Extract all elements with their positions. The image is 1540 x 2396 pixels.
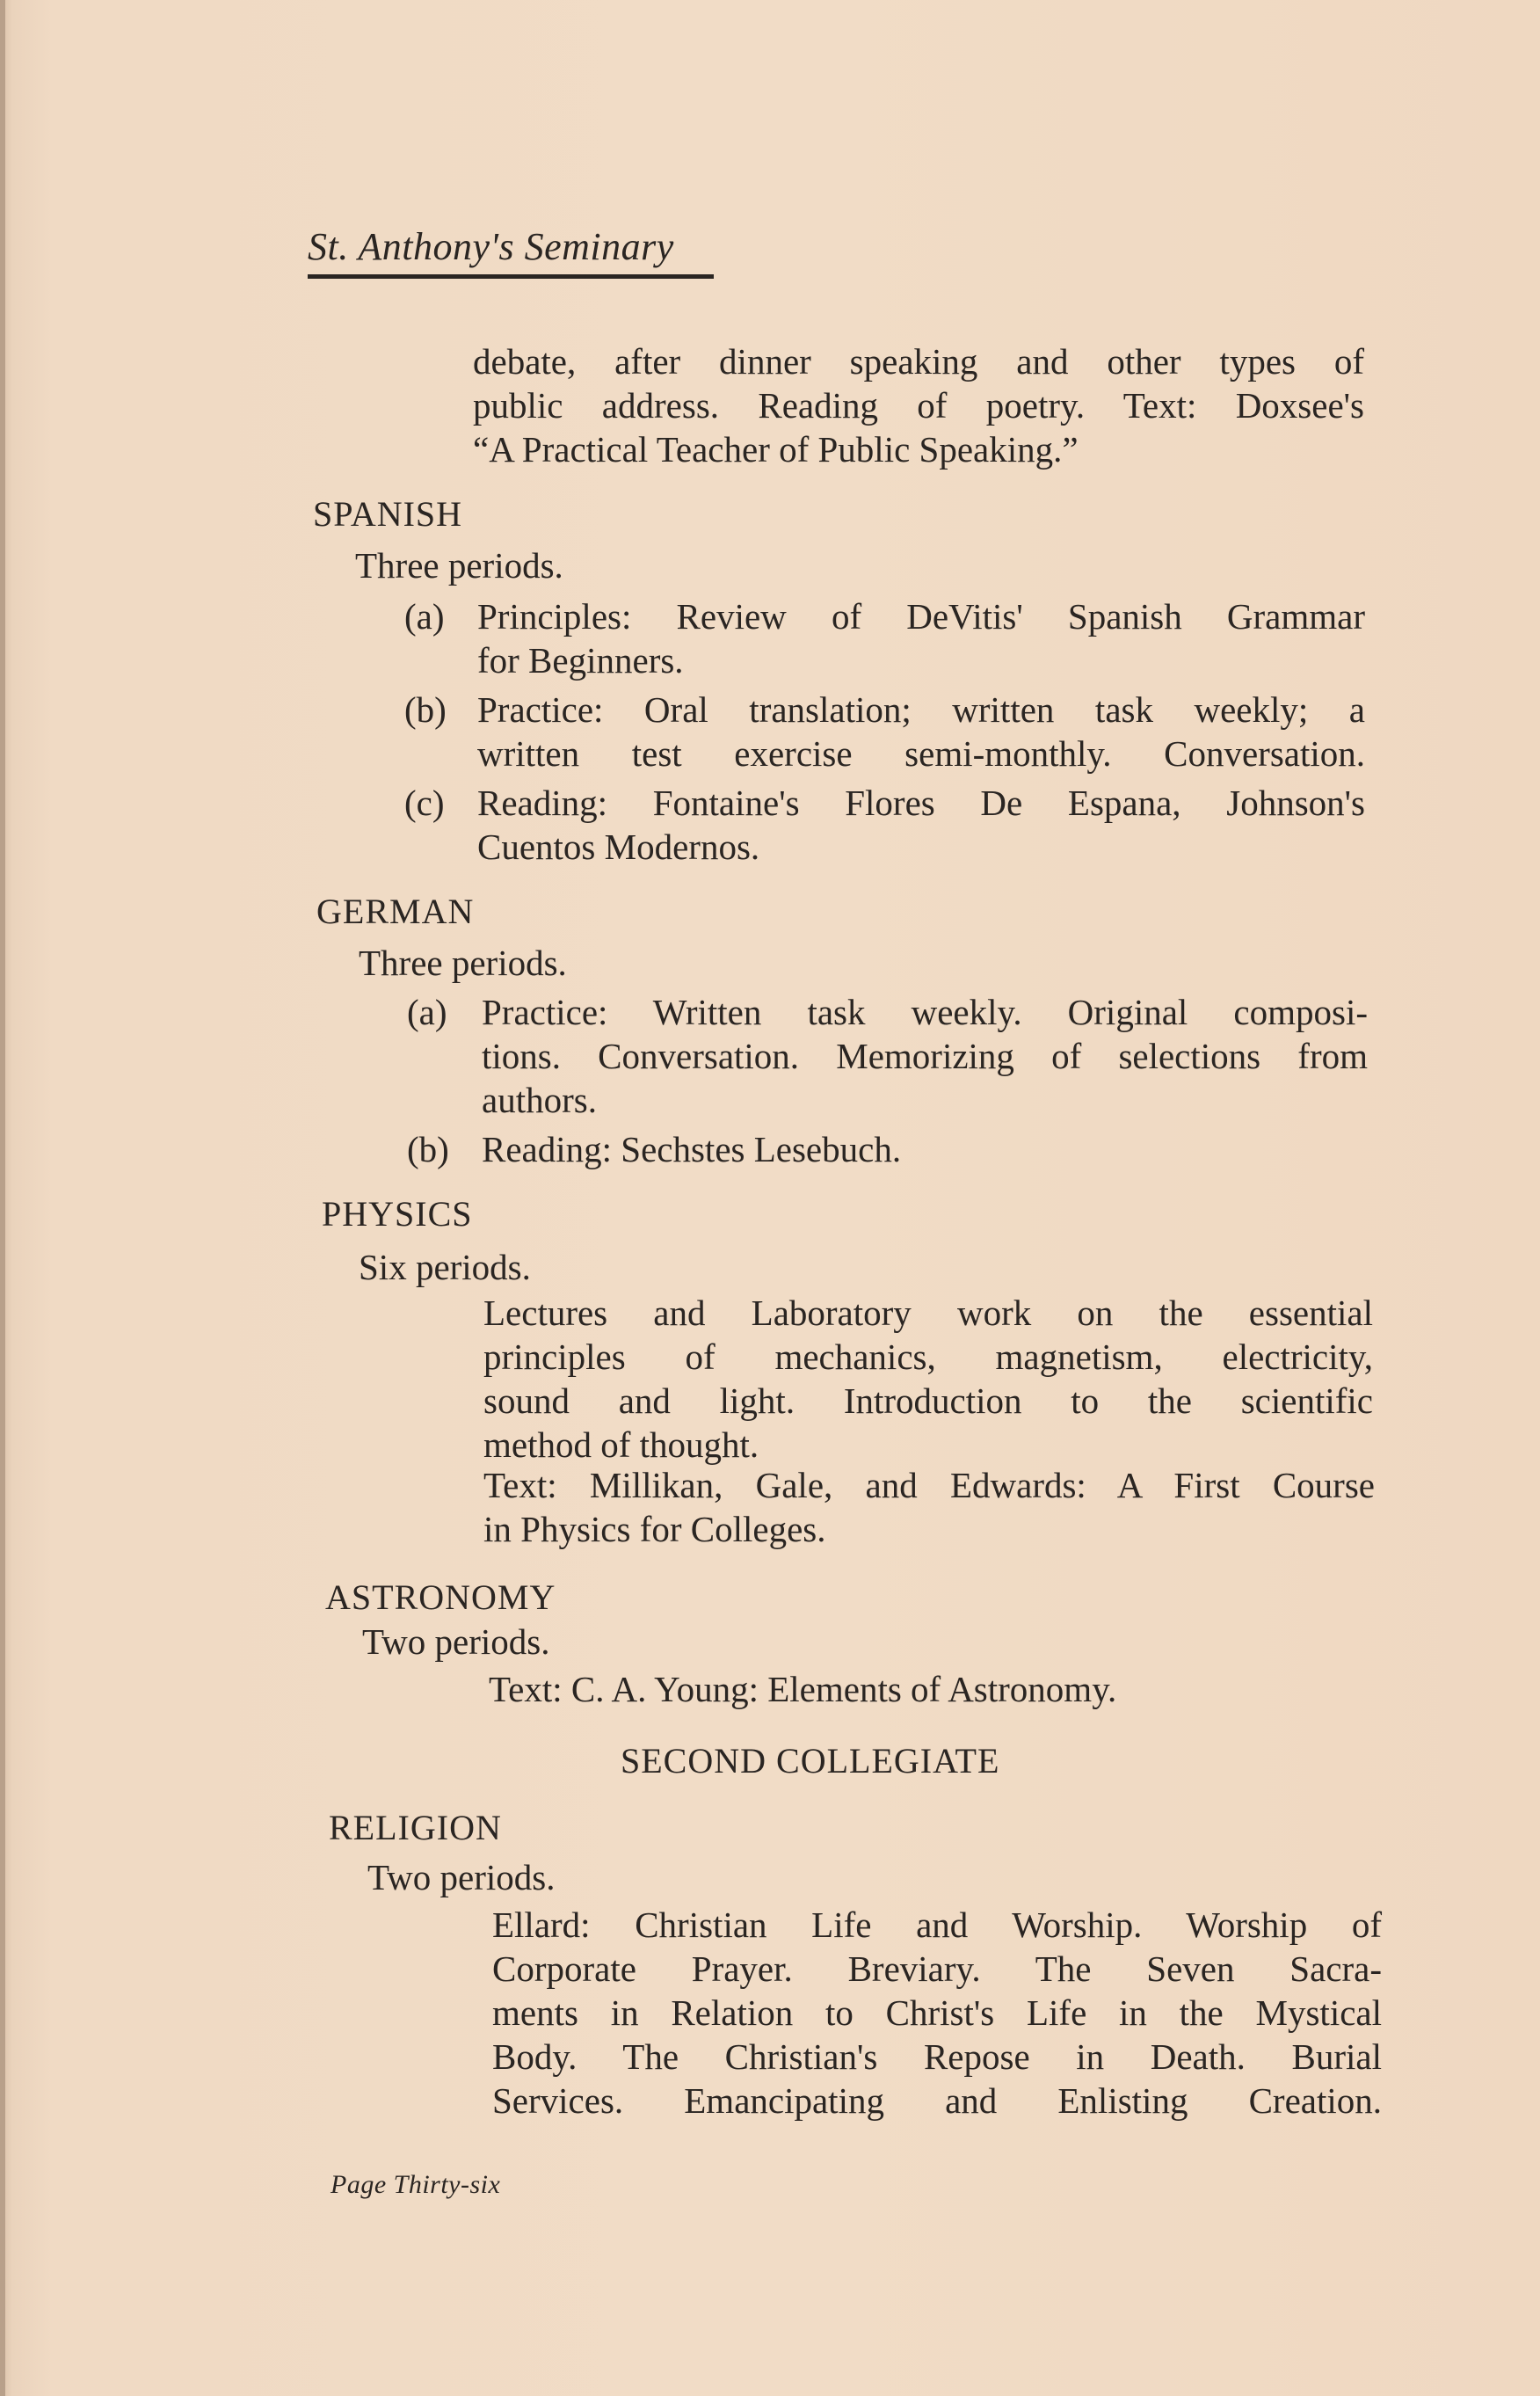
astronomy-periods: Two periods. xyxy=(362,1621,550,1662)
religion-body-line-1: Ellard: Christian Life and Worship. Worship of xyxy=(492,1904,1382,1945)
binding-edge xyxy=(0,0,5,2396)
spanish-periods: Three periods. xyxy=(355,545,563,586)
german-heading: GERMAN xyxy=(316,892,475,931)
spanish-c-label: (c) xyxy=(404,783,445,823)
german-a-label: (a) xyxy=(407,992,447,1032)
physics-body-line-2: principles of mechanics, magnetism, electricity, xyxy=(483,1336,1373,1377)
german-b-label: (b) xyxy=(407,1129,449,1169)
spanish-c-line-2: Cuentos Modernos. xyxy=(477,827,760,867)
spanish-c-line-1: Reading: Fontaine's Flores De Espana, Johnson's xyxy=(477,783,1365,823)
intro-line-2: public address. Reading of poetry. Text: Doxsee's xyxy=(473,385,1364,426)
german-a-line-2: tions. Conversation. Memorizing of selections from xyxy=(482,1036,1368,1076)
physics-body-line-4: method of thought. xyxy=(483,1424,759,1465)
german-b-line-1: Reading: Sechstes Lesebuch. xyxy=(482,1129,902,1169)
spanish-a-label: (a) xyxy=(404,596,445,637)
religion-body-line-2: Corporate Prayer. Breviary. The Seven Sacra- xyxy=(492,1948,1382,1989)
section-title: SECOND COLLEGIATE xyxy=(621,1741,1000,1781)
physics-heading: PHYSICS xyxy=(322,1194,473,1234)
physics-text-line-1: Text: Millikan, Gale, and Edwards: A First Course xyxy=(483,1465,1375,1505)
german-periods: Three periods. xyxy=(359,943,567,983)
spanish-b-line-2: written test exercise semi-monthly. Conversation. xyxy=(477,733,1365,774)
religion-body-line-3: ments in Relation to Christ's Life in the Mystical xyxy=(492,1992,1382,2033)
astronomy-heading: ASTRONOMY xyxy=(325,1577,556,1617)
spanish-b-line-1: Practice: Oral translation; written task weekly; a xyxy=(477,689,1365,730)
spanish-b-label: (b) xyxy=(404,689,447,730)
physics-text-line-2: in Physics for Colleges. xyxy=(483,1509,826,1549)
religion-heading: RELIGION xyxy=(329,1808,502,1847)
german-a-line-1: Practice: Written task weekly. Original composi- xyxy=(482,992,1368,1032)
physics-body-line-1: Lectures and Laboratory work on the essential xyxy=(483,1293,1373,1333)
physics-body-line-3: sound and light. Introduction to the scientific xyxy=(483,1380,1373,1421)
running-head: St. Anthony's Seminary xyxy=(308,225,674,268)
page-number: Page Thirty-six xyxy=(331,2170,501,2199)
german-a-line-3: authors. xyxy=(482,1080,597,1120)
intro-line-3: “A Practical Teacher of Public Speaking.” xyxy=(473,429,1079,470)
spanish-a-line-1: Principles: Review of DeVitis' Spanish Grammar xyxy=(477,596,1365,637)
intro-line-1: debate, after dinner speaking and other types of xyxy=(473,341,1364,382)
physics-periods: Six periods. xyxy=(359,1247,531,1287)
astronomy-text: Text: C. A. Young: Elements of Astronomy. xyxy=(489,1669,1117,1709)
religion-body-line-4: Body. The Christian's Repose in Death. Burial xyxy=(492,2036,1382,2077)
spanish-heading: SPANISH xyxy=(313,494,463,534)
running-head-rule xyxy=(308,274,714,279)
religion-body-line-5: Services. Emancipating and Enlisting Creation. xyxy=(492,2080,1382,2121)
religion-periods: Two periods. xyxy=(367,1857,556,1897)
spanish-a-line-2: for Beginners. xyxy=(477,640,684,681)
